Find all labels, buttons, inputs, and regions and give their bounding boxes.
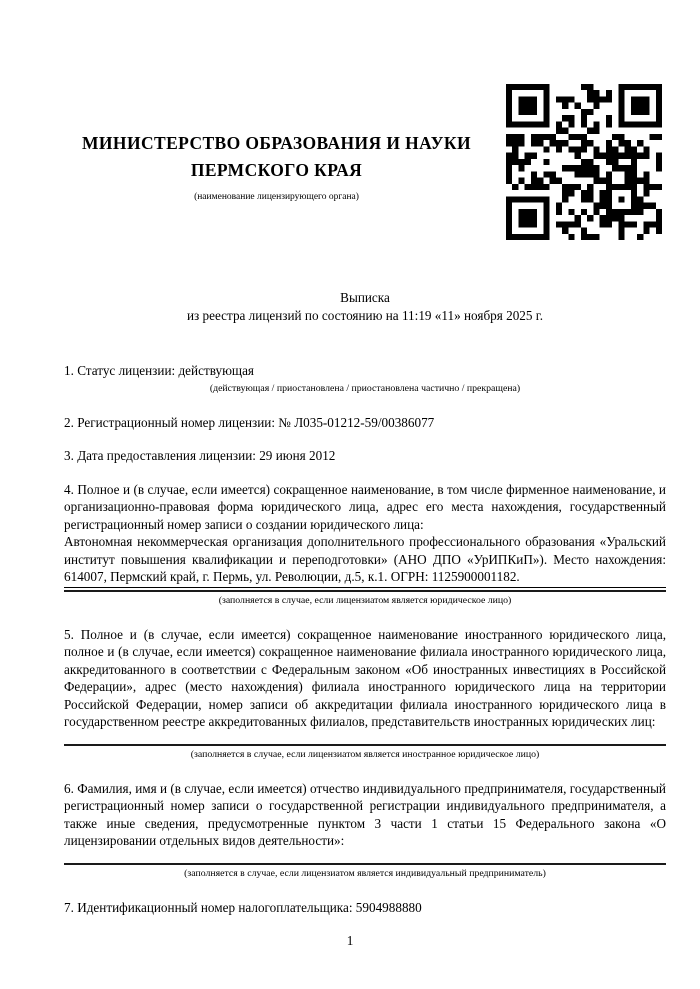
- item-4-legal-entity-heading: 4. Полное и (в случае, если имеется) сокращенное наименование, в том числе фирменное наименование, и организационно-правовая форма юридического лица, адрес его места нахождения, государственный регистрационный номер записи о создании юридического лица:: [64, 481, 666, 532]
- page-number: 1: [346, 933, 354, 948]
- item-7-taxpayer-number: 7. Идентификационный номер налогоплательщика: 5904988880: [64, 899, 422, 915]
- item-4-rule: [64, 590, 666, 592]
- item-5-rule: [64, 744, 666, 746]
- item-3-grant-date: 3. Дата предоставления лицензии: 29 июня 2012: [64, 448, 336, 463]
- ministry-caption: (наименование лицензирующего органа): [194, 192, 359, 202]
- item-2-registration-number: 2. Регистрационный номер лицензии: № Л035-01212-59/00386077: [64, 414, 435, 430]
- document-title: [64, 289, 666, 324]
- ministry-name-line1: МИНИСТЕРСТВО ОБРАЗОВАНИЯ И НАУКИ: [82, 133, 471, 153]
- licensing-authority-header: [64, 0, 489, 203]
- item-4-legal-entity-value: Автономная некоммерческая организация дополнительного профессионального образования «Уральский институт повышения квалификации и переподготовки» (АНО ДПО «УрИПКиП»). Место нахождения: 614007, Пермский край, г. Пермь, ул. Революции, д.5, к.1. ОГРН: 1125900001182.: [64, 534, 666, 584]
- qr-code-icon: [506, 84, 662, 240]
- item-6-rule: [64, 863, 666, 865]
- document-title-line2: из реестра лицензий по состоянию на 11:19 «11» ноября 2025 г.: [186, 307, 544, 323]
- item-4-value-wrap: [64, 533, 666, 588]
- item-4-caption: (заполняется в случае, если лицензиатом является юридическое лицо): [218, 594, 512, 606]
- item-5-foreign-entity-heading: 5. Полное и (в случае, если имеется) сокращенное наименование иностранного юридического лица, полное и (в случае, если имеется) сокращенное наименование филиала иностранного юридического лица, аккредитованного в соответствии с Федеральным законом «Об иностранных инвестициях в Российской Федерации», адрес (место нахождения) филиала иностранного юридического лица на территории Российской Федерации, номер записи об аккредитации филиала иностранного юридического лица в государственном реестре аккредитованных филиалов, представительств иностранных юридических лиц:: [64, 626, 666, 729]
- ministry-name-line2: ПЕРМСКОГО КРАЯ: [190, 160, 363, 180]
- item-5-caption: (заполняется в случае, если лицензиатом является иностранное юридическое лицо): [190, 748, 540, 760]
- item-6-caption: (заполняется в случае, если лицензиатом является индивидуальный предприниматель): [184, 867, 546, 879]
- item-1-caption: (действующая / приостановлена / приостановлена частично / прекращена): [209, 382, 521, 394]
- document-title-line1: Выписка: [340, 290, 390, 305]
- item-6-entrepreneur-heading: 6. Фамилия, имя и (в случае, если имеется) отчество индивидуального предпринимателя, государственный регистрационный номер записи о государственной регистрации индивидуального предпринимателя, а также иные сведения, предусмотренные пунктом 3 части 1 статьи 15 Федерального закона «О лицензировании отдельных видов деятельности»:: [64, 780, 666, 848]
- items-list: [64, 362, 666, 916]
- item-1-status: 1. Статус лицензии: действующая: [64, 363, 255, 378]
